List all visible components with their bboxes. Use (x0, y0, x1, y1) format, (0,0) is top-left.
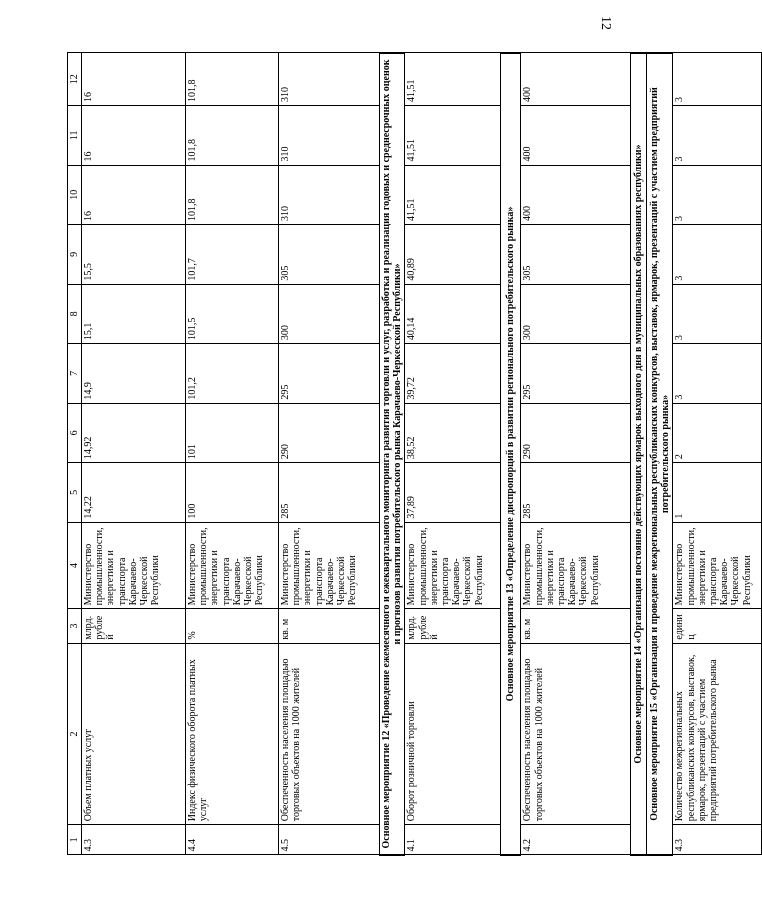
unit-cell: млрд. рублей (82, 609, 186, 643)
executor-cell: Министерство промышленности, энергетики и транспорта Карачаево-Черкесской Республики (405, 522, 501, 609)
value-cell: 3 (673, 165, 762, 225)
value-cell: 310 (279, 165, 380, 225)
row-number: 4.2 (521, 825, 631, 855)
section-row (631, 53, 647, 855)
indicator-name: Обеспеченность населения площадью торговых объектов на 1000 жителей (279, 643, 380, 825)
value-cell: 295 (279, 344, 380, 404)
section-title: Основное мероприятие 13 «Определение диспропорций в развитии регионального потребительского рынка» (501, 53, 521, 855)
header-cell: 3 (68, 609, 82, 643)
header-cell: 1 (68, 825, 82, 855)
header-cell: 4 (68, 522, 82, 609)
value-cell: 290 (279, 403, 380, 463)
executor-cell: Министерство промышленности, энергетики и транспорта Карачаево-Черкесской Республики (186, 522, 279, 609)
page-number: 12 (598, 16, 613, 30)
section-row (647, 53, 673, 855)
value-cell: 41,51 (405, 53, 501, 106)
value-cell: 310 (279, 53, 380, 106)
unit-cell: % (186, 609, 279, 643)
value-cell: 2 (673, 403, 762, 463)
indicator-name: Количество межрегиональных республиканских конкурсов, выставок, ярмарок, презентаций с участием предприятий потребительского рынка (673, 643, 762, 825)
section-title: Основное мероприятие 14 «Организация постоянно действующих ярмарок выходного дня в муниципальных образованиях республики» (631, 53, 647, 855)
value-cell: 38,52 (405, 403, 501, 463)
value-cell: 16 (82, 53, 186, 106)
table-row (186, 53, 279, 855)
row-number: 4.3 (673, 825, 762, 855)
value-cell: 3 (673, 225, 762, 285)
value-cell: 37,89 (405, 463, 501, 523)
value-cell: 300 (521, 284, 631, 344)
value-cell: 40,89 (405, 225, 501, 285)
value-cell: 3 (673, 284, 762, 344)
value-cell: 101,7 (186, 225, 279, 285)
header-cell: 5 (68, 463, 82, 523)
unit-cell: млрд. рублей (405, 609, 501, 643)
header-cell: 10 (68, 165, 82, 225)
indicator-name: Оборот розничной торговли (405, 643, 501, 825)
unit-cell: единиц (673, 609, 762, 643)
row-number: 4.4 (186, 825, 279, 855)
value-cell: 285 (279, 463, 380, 523)
value-cell: 39,72 (405, 344, 501, 404)
executor-cell: Министерство промышленности, энергетики и транспорта Карачаево-Черкесской Республики (521, 522, 631, 609)
value-cell: 15,1 (82, 284, 186, 344)
executor-cell: Министерство промышленности, энергетики и транспорта Карачаево-Черкесской Республики (673, 522, 762, 609)
header-cell: 2 (68, 643, 82, 825)
unit-cell: кв. м (279, 609, 380, 643)
indicator-name: Индекс физического оборота платных услуг (186, 643, 279, 825)
value-cell: 101 (186, 403, 279, 463)
value-cell: 41,51 (405, 106, 501, 166)
value-cell: 400 (521, 106, 631, 166)
value-cell: 305 (279, 225, 380, 285)
row-number: 4.3 (82, 825, 186, 855)
document-page (67, 52, 753, 856)
table-row (279, 53, 380, 855)
value-cell: 101,8 (186, 165, 279, 225)
executor-cell: Министерство промышленности, энергетики и транспорта Карачаево-Черкесской Республики (279, 522, 380, 609)
value-cell: 400 (521, 165, 631, 225)
table-row (673, 53, 762, 855)
value-cell: 16 (82, 165, 186, 225)
indicator-name: Объем платных услуг (82, 643, 186, 825)
header-cell: 12 (68, 53, 82, 106)
value-cell: 3 (673, 344, 762, 404)
section-row (501, 53, 521, 855)
value-cell: 14,22 (82, 463, 186, 523)
table-row (82, 53, 186, 855)
table-row (521, 53, 631, 855)
row-number: 4.5 (279, 825, 380, 855)
section-row (380, 53, 405, 855)
value-cell: 3 (673, 53, 762, 106)
value-cell: 100 (186, 463, 279, 523)
header-cell: 11 (68, 106, 82, 166)
value-cell: 300 (279, 284, 380, 344)
header-row (68, 53, 82, 855)
value-cell: 40,14 (405, 284, 501, 344)
value-cell: 15,5 (82, 225, 186, 285)
value-cell: 305 (521, 225, 631, 285)
value-cell: 14,92 (82, 403, 186, 463)
value-cell: 290 (521, 403, 631, 463)
indicator-name: Обеспеченность населения площадью торговых объектов на 1000 жителей (521, 643, 631, 825)
value-cell: 41,51 (405, 165, 501, 225)
header-cell: 7 (68, 344, 82, 404)
value-cell: 16 (82, 106, 186, 166)
section-title: Основное мероприятие 15 «Организация и проведение межрегиональных республиканских конкурсов, выставок, ярмарок, презентаций с участием предприятий потребительского рынка» (647, 53, 673, 855)
row-number: 4.1 (405, 825, 501, 855)
value-cell: 101,8 (186, 53, 279, 106)
table-row (405, 53, 501, 855)
value-cell: 1 (673, 463, 762, 523)
unit-cell: кв. м (521, 609, 631, 643)
value-cell: 101,2 (186, 344, 279, 404)
value-cell: 101,5 (186, 284, 279, 344)
executor-cell: Министерство промышленности, энергетики и транспорта Карачаево-Черкесской Республики (82, 522, 186, 609)
value-cell: 295 (521, 344, 631, 404)
value-cell: 285 (521, 463, 631, 523)
value-cell: 101,8 (186, 106, 279, 166)
header-cell: 9 (68, 225, 82, 285)
header-cell: 6 (68, 403, 82, 463)
indicators-table (67, 52, 762, 856)
value-cell: 3 (673, 106, 762, 166)
value-cell: 310 (279, 106, 380, 166)
value-cell: 14,9 (82, 344, 186, 404)
header-cell: 8 (68, 284, 82, 344)
value-cell: 400 (521, 53, 631, 106)
section-title: Основное мероприятие 12 «Проведение ежемесячного и ежеквартального мониторинга развития торговли и услуг, разработка и реализация годовых и среднесрочных оценок и прогнозов развития потребительского рынка Карачаево-Черкесской Республики» (380, 53, 405, 855)
